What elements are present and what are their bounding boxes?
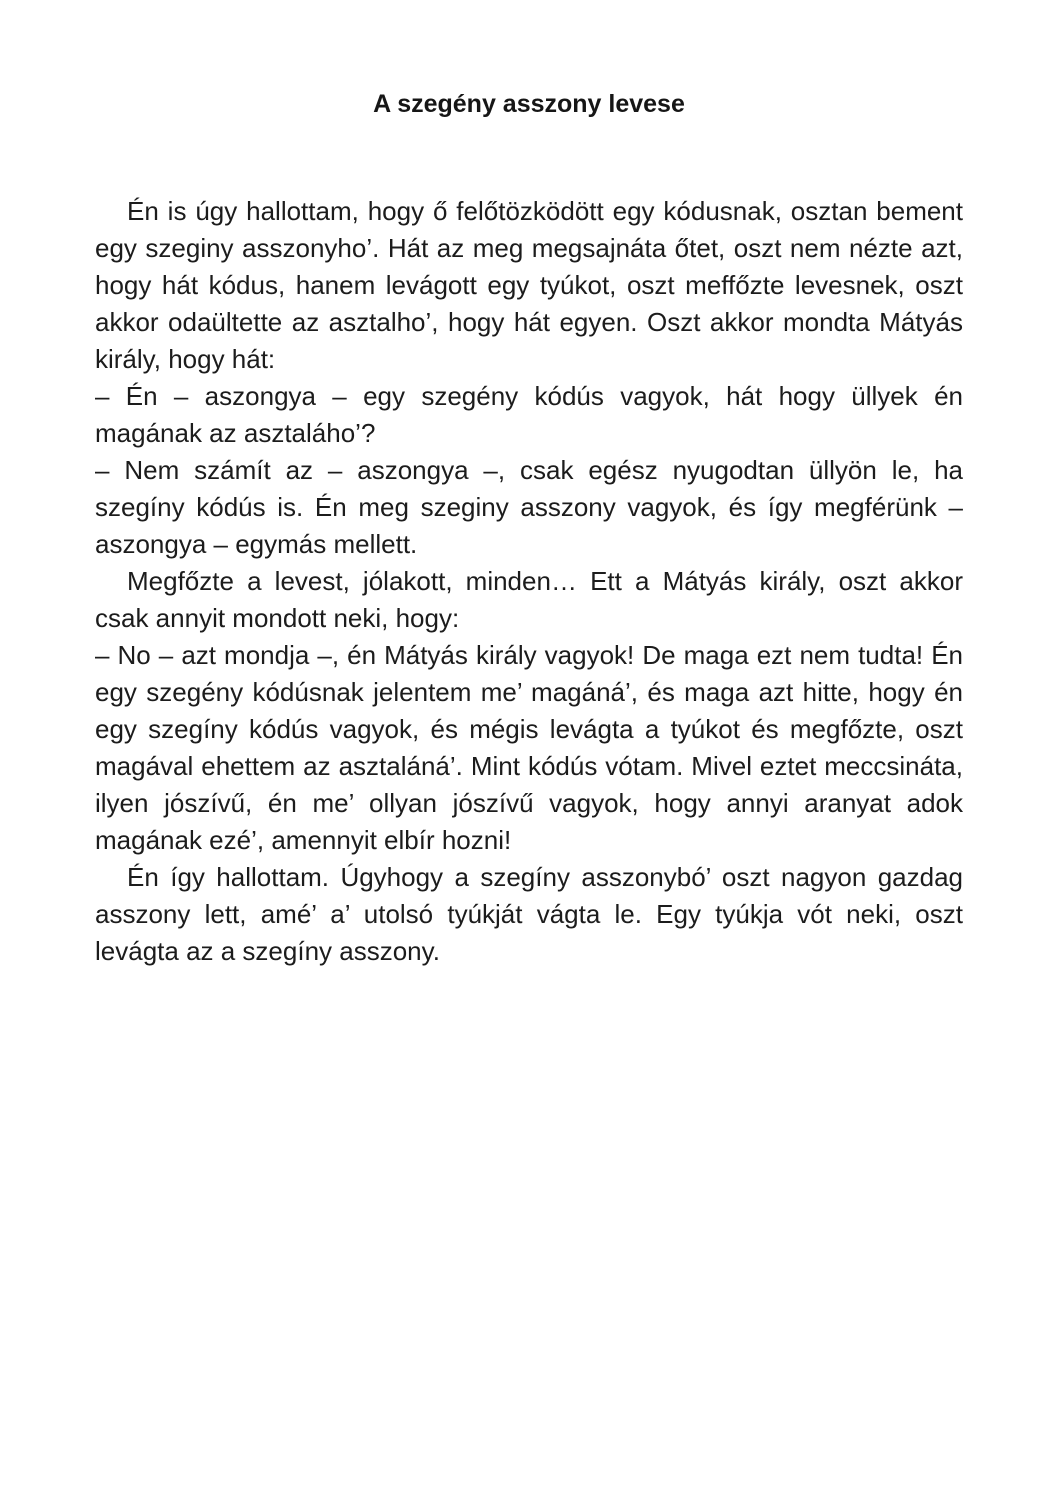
story-paragraph-dialogue-woman: – Nem számít az – aszongya –, csak egész nyugodtan üllyön le, ha szegíny kódús is. Én meg szeginy asszony vagyok, és így megférünk – aszongya – egymás mellett.: [95, 455, 963, 559]
story-paragraph-dialogue-king: – No – azt mondja –, én Mátyás király vagyok! De maga ezt nem tudta! Én egy szegény kódúsnak jelentem me’ magáná’, és maga azt hitte, hogy én egy szegíny kódús vagyok, és mégis levágta a tyúkot és megfőzte, oszt magával ehettem az asztaláná’. Mint kódús vótam. Mivel eztet meccsináta, ilyen jószívű, én me’ ollyan jószívű vagyok, hogy annyi aranyat adok magának ezé’, amennyit elbír hozni!: [95, 640, 963, 855]
story-paragraph-dialogue-beggar: – Én – aszongya – egy szegény kódús vagyok, hát hogy üllyek én magának az asztaláho’?: [95, 381, 963, 448]
story-paragraph-soup: Megfőzte a levest, jólakott, minden… Ett a Mátyás király, oszt akkor csak annyit mondott neki, hogy:: [95, 566, 963, 633]
page-title: A szegény asszony levese: [373, 90, 685, 118]
story-body: [95, 193, 963, 970]
story-paragraph-ending: Én így hallottam. Úgyhogy a szegíny asszonybó’ oszt nagyon gazdag asszony lett, amé’ a’ utolsó tyúkját vágta le. Egy tyúkja vót neki, oszt levágta az a szegíny asszony.: [95, 862, 963, 966]
story-paragraph-intro: Én is úgy hallottam, hogy ő felőtözködött egy kódusnak, osztan bement egy szeginy asszonyho’. Hát az meg megsajnáta őtet, oszt nem nézte azt, hogy hát kódus, hanem levágott egy tyúkot, oszt meffőzte levesnek, oszt akkor odaültette az asztalho’, hogy hát egyen. Oszt akkor mondta Mátyás király, hogy hát:: [95, 196, 963, 374]
